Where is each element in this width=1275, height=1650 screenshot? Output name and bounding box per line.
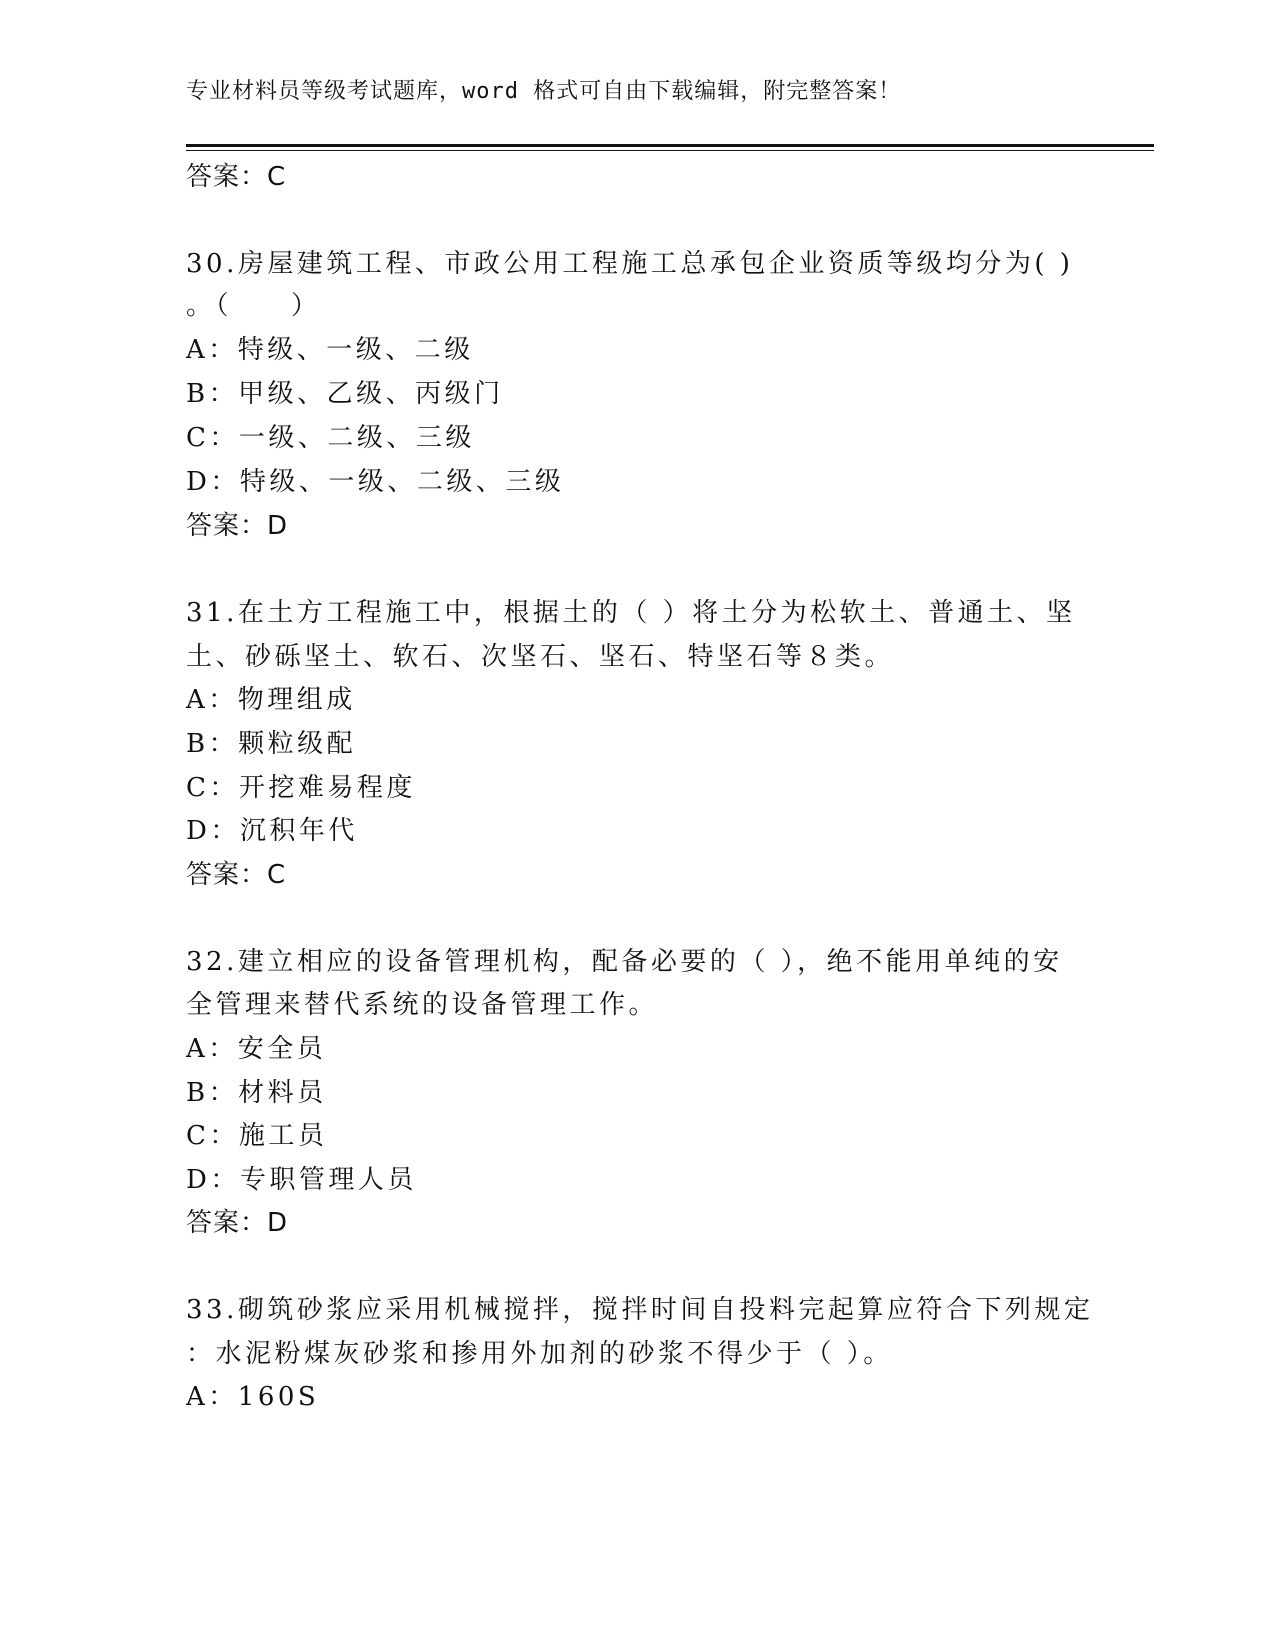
option-c: C：施工员: [186, 1121, 328, 1151]
option-c: C：一级、二级、三级: [186, 423, 475, 453]
header-text: 专业材料员等级考试题库，word 格式可自由下载编辑，附完整答案！: [186, 79, 902, 104]
option-a: A：特级、一级、二级: [186, 335, 474, 365]
header-rule-thin: [186, 150, 1154, 151]
previous-answer: 答案：C: [186, 162, 287, 192]
option-b: B：甲级、乙级、丙级门: [186, 379, 504, 409]
option-d: D：沉积年代: [186, 816, 358, 846]
question-stem-line: 全管理来替代系统的设备管理工作。: [186, 990, 659, 1020]
question-stem-line: 32.建立相应的设备管理机构，配备必要的（ ），绝不能用单纯的安: [186, 947, 1063, 977]
option-b: B：材料员: [186, 1078, 327, 1108]
option-d: D：特级、一级、二级、三级: [186, 467, 565, 497]
option-a: A：安全员: [186, 1034, 327, 1064]
option-d: D：专职管理人员: [186, 1165, 417, 1195]
option-a: A：160S: [186, 1382, 320, 1412]
answer: 答案：C: [186, 860, 287, 890]
answer: 答案：D: [186, 1208, 289, 1238]
header-rule-thick: [186, 144, 1154, 147]
question-stem-line: ：水泥粉煤灰砂浆和掺用外加剂的砂浆不得少于（ ）。: [186, 1339, 893, 1369]
question-stem-line: 土、砂砾坚土、软石、次坚石、坚石、特坚石等８类。: [186, 642, 895, 672]
question-stem-line: 。（ ）: [186, 291, 321, 321]
option-a: A：物理组成: [186, 685, 356, 715]
question-stem-line: 31.在土方工程施工中，根据土的（ ）将土分为松软土、普通土、坚: [186, 598, 1076, 628]
answer: 答案：D: [186, 511, 289, 541]
question-stem-line: 33.砌筑砂浆应采用机械搅拌，搅拌时间自投料完起算应符合下列规定: [186, 1295, 1094, 1325]
option-c: C：开挖难易程度: [186, 773, 416, 803]
question-stem-line: 30.房屋建筑工程、市政公用工程施工总承包企业资质等级均分为( ): [186, 249, 1074, 279]
option-b: B：颗粒级配: [186, 729, 357, 759]
